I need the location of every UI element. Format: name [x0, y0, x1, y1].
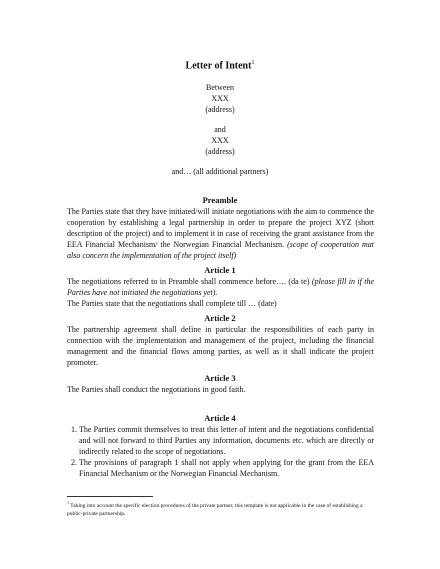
list-item: 1. The Parties commit themselves to treat this letter of intent and the negotiations confidential and will not forward to third Parties any information, documents etc. which are directly or indirectly related to the scope of negotiations.	[79, 424, 374, 457]
between-label: Between	[206, 83, 234, 92]
article1-text2: The Parties state that the negotiations shall complete till … (date)	[67, 299, 277, 308]
document-title	[0, 60, 440, 71]
footnote	[67, 499, 377, 519]
footnote-divider	[67, 496, 153, 497]
article2-heading: Article 2	[204, 313, 236, 323]
party1-address: (address)	[205, 105, 235, 114]
article3-heading: Article 3	[204, 373, 236, 383]
article4-list	[67, 424, 374, 479]
article1-paragraph	[67, 276, 374, 309]
and-label: and	[214, 125, 226, 134]
article4-heading: Article 4	[204, 413, 236, 423]
article3-paragraph: The Parties shall conduct the negotiations in good faith.	[67, 385, 246, 394]
list-item: 2. The provisions of paragraph 1 shall not apply when applying for the grant from the EEA Financial Mechanism or the Norwegian Financial Mechanism.	[79, 457, 374, 479]
party2-name: XXX	[211, 136, 229, 145]
article1-note: (please fill in if the Parties have not initiated the negotiations yet).	[67, 277, 374, 297]
preamble-text: The Parties state that they have initiated/will initiate negotiations with the aim to commence the cooperation by establishing a legal partnership in order to prepare the project XYZ (short description of the project) and to implement it in case of receiving the grant assistance from the EEA Financial Mechanism/ the Norwegian Financial Mechanism.	[67, 207, 374, 249]
footnote-mark: 1	[67, 500, 69, 505]
title-text: Letter of Intent	[185, 60, 252, 72]
preamble-heading: Preamble	[202, 195, 238, 205]
additional-partners: and… (all additional partners)	[171, 167, 269, 176]
party1-name: XXX	[211, 94, 229, 103]
title-footnote-mark: 1	[251, 60, 255, 66]
preamble-paragraph	[67, 206, 374, 261]
article1-heading: Article 1	[204, 265, 236, 275]
footnote-text: Taking into account the specific election procedures of the private partner, this template is not applicable in the case of establishing a public-private partnership.	[67, 502, 363, 518]
preamble-note: (scope of cooperation mat also concern the implementation of the project itself)	[67, 240, 375, 260]
party2-address: (address)	[205, 147, 235, 156]
article1-text1: The negotiations referred to in Preamble shall commence before…. (da te)	[67, 277, 310, 286]
article2-paragraph: The partnership agreement shall define in particular the responsibilities of each party in connection with the implementation and management of the project, including the financial management and the financial flows among parties, as well as it shall indicate the project promoter.	[67, 325, 374, 367]
